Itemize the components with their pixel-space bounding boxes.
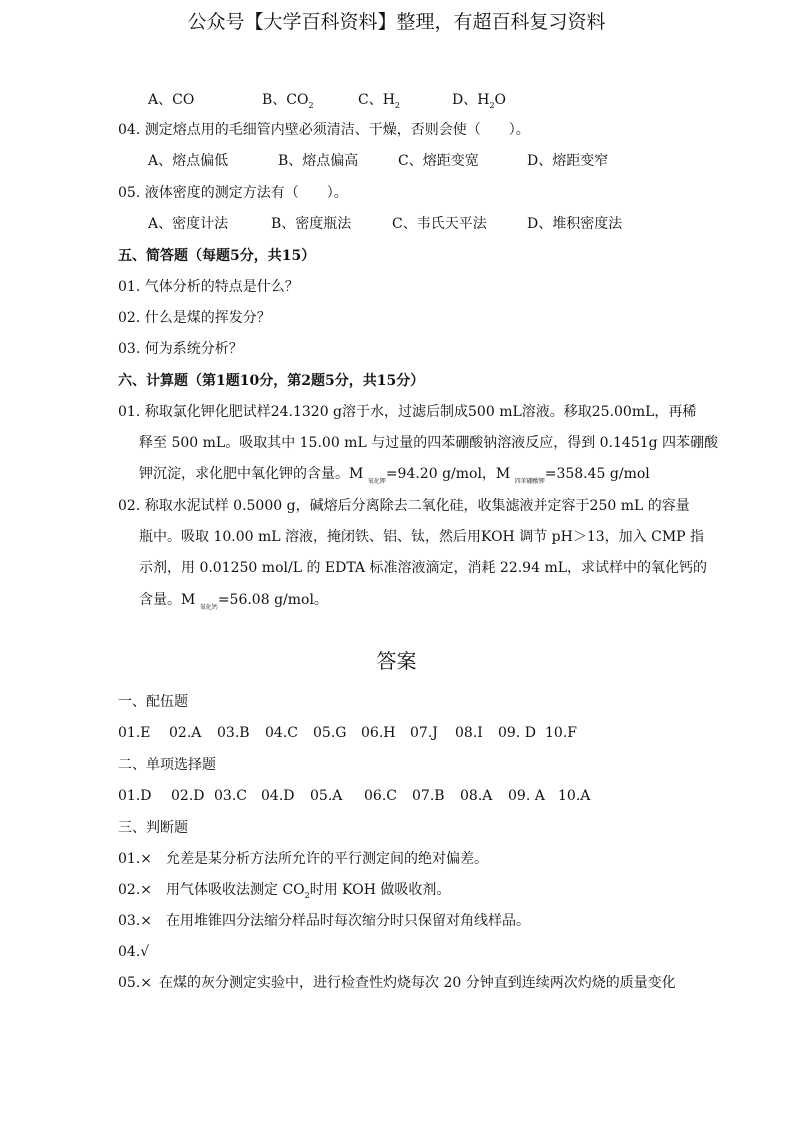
answer-item: 07.B [412,788,445,804]
answer-item: 05.G [313,725,347,741]
answer-item: 03.B [217,725,250,741]
option-d [452,91,506,115]
calc-line [139,465,650,491]
option-d: D、熔距变窄 [527,153,609,169]
text: =56.08 g/mol。 [217,592,328,608]
question: 03. 何为系统分析？ [118,341,243,357]
answer-item: 06.C [364,788,397,804]
answer-item: 07.J [410,725,438,741]
answer-item: 04.C [265,725,298,741]
answer-item: 08.A [460,788,493,804]
answer-number: 01.× [118,851,152,867]
question: 01. 气体分析的特点是什么？ [118,279,299,295]
option-d: D、堆积密度法 [527,216,623,232]
question-05: 05. 液体密度的测定方法有（ ）。 [118,185,348,201]
subscript: 2 [304,891,310,900]
calc-line: 释至 500 mL。吸取其中 15.00 mL 与过量的四苯硼酸钠溶液反应，得到 0.1451g 四苯硼酸 [139,435,719,451]
calc-line: 瓶中。吸取 10.00 mL 溶液，掩闭铁、铝、钛，然后用KOH 调节 pH＞13，加入 CMP 指 [139,529,705,545]
subscript: 2 [308,101,314,110]
answer-item: 05.A [310,788,343,804]
option-c: C、熔距变宽 [398,153,479,169]
option-c: C、韦氏天平法 [392,216,487,232]
option-b: B、密度瓶法 [271,216,352,232]
answer-item: 02.A [169,725,202,741]
calc-line [139,591,328,617]
option-b [262,91,314,115]
section-heading: 六、计算题（第1题10分，第2题5分，共15分） [118,373,425,389]
answer-number: 03.× [118,913,152,929]
answer-item: 10.A [558,788,591,804]
answer-number: 04.√ [118,944,150,960]
answer-item: 09. D [498,725,536,741]
option-a [148,91,194,109]
option-a: A、密度计法 [148,216,229,232]
text: 用气体吸收法测定 CO [166,882,305,898]
text: =358.45 g/mol [544,466,650,482]
text: 时用 KOH 做吸收剂。 [309,882,451,898]
calc-line: 02. 称取水泥试样 0.5000 g，碱熔后分离除去二氧化硅，收集滤液并定容于250 mL 的容量 [118,498,690,514]
text: 含量。M [139,592,200,608]
option-c [358,91,400,115]
answer-item: 04.D [261,788,295,804]
option-text: A、CO [148,92,195,108]
text: =94.20 g/mol，M [385,466,515,482]
section-heading: 一、配伍题 [118,694,188,710]
option-a: A、熔点偏低 [148,153,229,169]
calc-line: 01. 称取氯化钾化肥试样24.1320 g溶于水，过滤后制成500 mL溶液。移取25.00mL，再稀 [118,404,697,420]
text: 钾沉淀，求化肥中氧化钾的含量。M [139,466,368,482]
section-heading: 三、判断题 [118,820,188,836]
question: 02. 什么是煤的挥发分？ [118,310,271,326]
section-heading: 五、简答题（每题5分，共15） [118,248,316,264]
subscript: 2 [489,101,495,110]
answer-item: 01.D [118,788,152,804]
subscript: 2 [394,101,401,110]
answer-item: 01.E [118,725,151,741]
page-header: 公众号【大学百科资料】整理，有超百科复习资料 [187,11,606,33]
answer-item: 02.D [171,788,205,804]
answer-item: 06.H [361,725,396,741]
answer-number: 02.× [118,882,152,898]
answer-text: 允差是某分析方法所允许的平行测定间的绝对偏差。 [166,851,488,867]
subscript: 四苯硼酸钾 [514,478,545,485]
option-text: B、CO [262,92,309,108]
answer-item: 10.F [545,725,577,741]
answers-title: 答案 [376,649,417,673]
answer-item: 09. A [508,788,545,804]
subscript: 氧化钾 [367,478,386,485]
answer-number: 05.× [118,975,152,991]
option-b: B、熔点偏高 [278,153,359,169]
answer-text: 在用堆锥四分法缩分样品时每次缩分时只保留对角线样品。 [166,913,530,929]
answer-text: 在煤的灰分测定实验中，进行检查性灼烧每次 20 分钟直到连续两次灼烧的质量变化 [159,975,676,991]
question-04: 04. 测定熔点用的毛细管内壁必须清洁、干燥，否则会使（ ）。 [118,122,530,138]
subscript: 氧化钙 [199,604,218,611]
answer-item: 03.C [214,788,247,804]
answer-text [166,881,450,905]
section-heading: 二、单项选择题 [118,757,216,773]
answer-item: 08.I [455,725,483,741]
option-text: O [494,92,507,108]
option-text: D、H [452,92,490,108]
option-text: C、H [358,92,395,108]
calc-line: 示剂，用 0.01250 mol/L 的 EDTA 标准溶液滴定，消耗 22.94 mL，求试样中的氧化钙的 [139,560,708,576]
